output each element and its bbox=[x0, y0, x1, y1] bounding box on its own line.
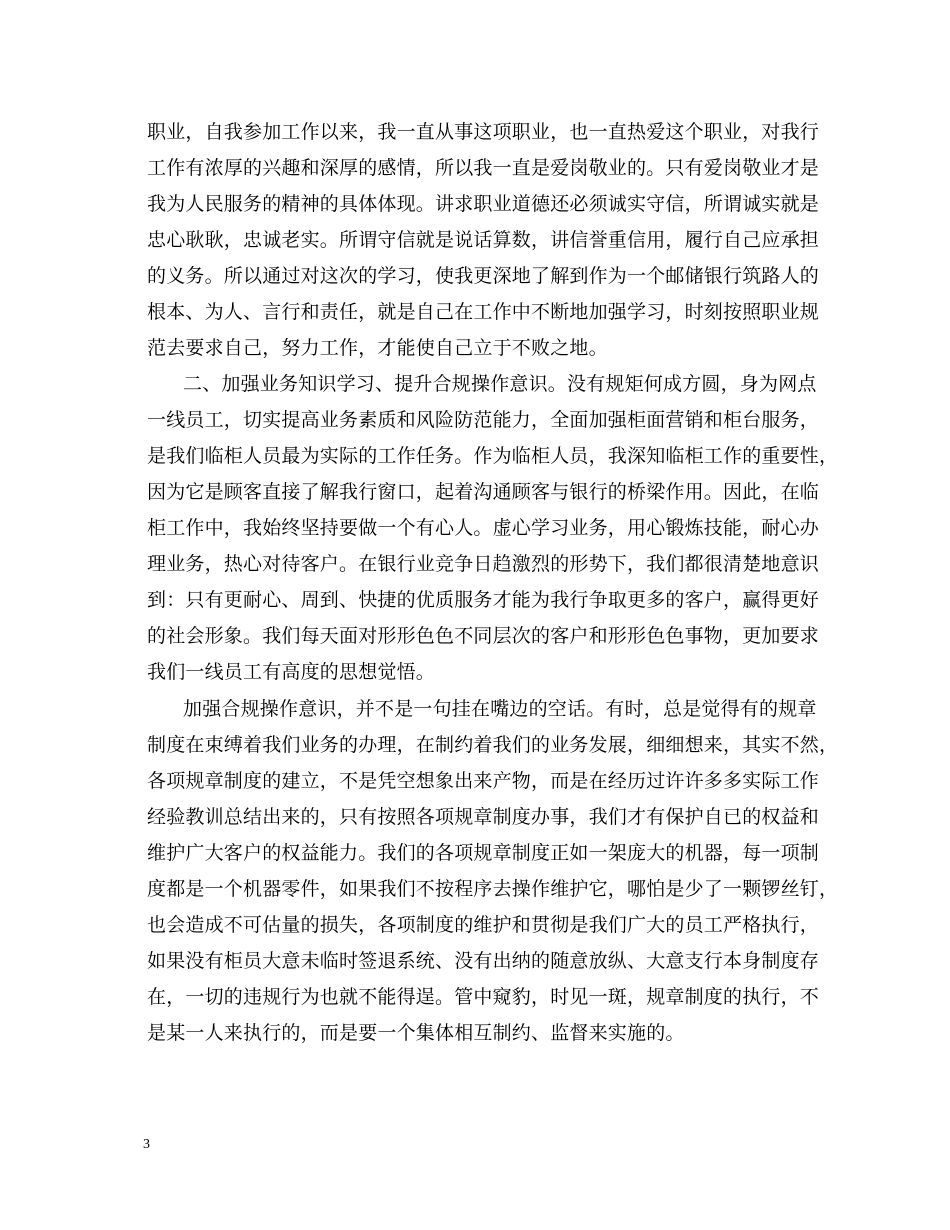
text-line: 是某一人来执行的，而是要一个集体相互制约、监督来实施的。 bbox=[147, 1022, 685, 1044]
text-line: 经验教训总结出来的，只有按照各项规章制度办事，我们才有保护自已的权益和 bbox=[147, 806, 820, 828]
text-line: 在，一切的违规行为也就不能得逞。管中窥豹，时见一斑，规章制度的执行，不 bbox=[147, 986, 820, 1008]
text-line: 的社会形象。我们每天面对形形色色不同层次的客户和形形色色事物，更加要求 bbox=[147, 625, 820, 647]
text-line: 我为人民服务的精神的具体体现。讲求职业道德还必须诚实守信，所谓诚实就是 bbox=[147, 193, 820, 215]
text-line: 维护广大客户的权益能力。我们的各项规章制度正如一架庞大的机器，每一项制 bbox=[147, 842, 820, 864]
text-line: 到：只有更耐心、周到、快捷的优质服务才能为我行争取更多的客户，赢得更好 bbox=[147, 589, 820, 611]
text-line: 因为它是顾客直接了解我行窗口，起着沟通顾客与银行的桥梁作用。因此，在临 bbox=[147, 481, 820, 503]
paragraph-first-line: 加强合规操作意识，并不是一句挂在嘴边的空话。有时，总是觉得有的规章 bbox=[183, 698, 817, 720]
text-line: 的义务。所以通过对这次的学习，使我更深地了解到作为一个邮储银行筑路人的 bbox=[147, 265, 820, 287]
text-line: 各项规章制度的建立，不是凭空想象出来产物，而是在经历过许许多多实际工作 bbox=[147, 770, 820, 792]
text-line: 职业，自我参加工作以来，我一直从事这项职业，也一直热爱这个职业，对我行 bbox=[147, 121, 820, 143]
text-line: 工作有浓厚的兴趣和深厚的感情，所以我一直是爱岗敬业的。只有爱岗敬业才是 bbox=[147, 157, 820, 179]
text-line: 范去要求自己，努力工作，才能使自己立于不败之地。 bbox=[147, 337, 608, 359]
text-line: 如果没有柜员大意未临时签退系统、没有出纳的随意放纵、大意支行本身制度存 bbox=[147, 950, 820, 972]
page-number: 3 bbox=[143, 1137, 150, 1152]
text-line: 我们一线员工有高度的思想觉悟。 bbox=[147, 661, 436, 683]
text-line: 柜工作中，我始终坚持要做一个有心人。虚心学习业务，用心锻炼技能，耐心办 bbox=[147, 517, 820, 539]
text-line: 度都是一个机器零件，如果我们不按程序去操作维护它，哪怕是少了一颗锣丝钉， bbox=[147, 878, 839, 900]
text-line: 根本、为人、言行和责任，就是自己在工作中不断地加强学习，时刻按照职业规 bbox=[147, 301, 820, 323]
text-line: 忠心耿耿，忠诚老实。所谓守信就是说话算数，讲信誉重信用，履行自己应承担 bbox=[147, 229, 820, 251]
text-line: 是我们临柜人员最为实际的工作任务。作为临柜人员，我深知临柜工作的重要性， bbox=[147, 445, 839, 467]
text-line: 理业务，热心对待客户。在银行业竞争日趋激烈的形势下，我们都很清楚地意识 bbox=[147, 553, 820, 575]
text-line: 也会造成不可估量的损失，各项制度的维护和贯彻是我们广大的员工严格执行， bbox=[147, 914, 820, 936]
paragraph-first-line: 二、加强业务知识学习、提升合规操作意识。没有规矩何成方圆，身为网点 bbox=[183, 373, 817, 395]
text-line: 一线员工，切实提高业务素质和风险防范能力，全面加强柜面营销和柜台服务， bbox=[147, 409, 820, 431]
text-line: 制度在束缚着我们业务的办理，在制约着我们的业务发展，细细想来，其实不然， bbox=[147, 734, 839, 756]
